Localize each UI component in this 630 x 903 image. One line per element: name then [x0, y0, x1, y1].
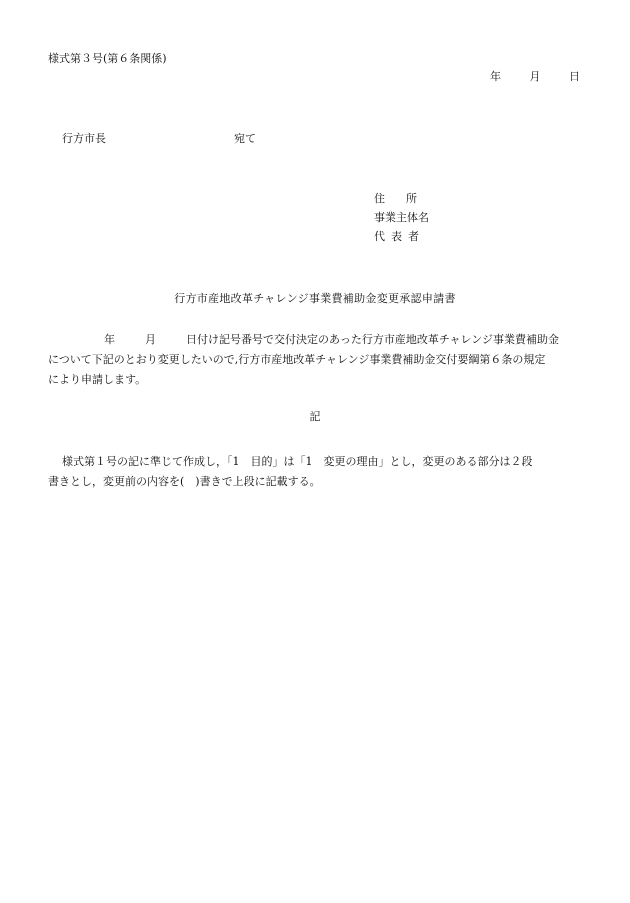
record-line-2: 書きとし，変更前の内容を( )書きで上段に記載する。 [48, 475, 321, 488]
addressee-block [62, 133, 256, 144]
addressee-suffix: 宛て [234, 132, 256, 145]
body-paragraph [48, 330, 584, 390]
date-day-label: 日 [569, 70, 580, 83]
record-line-1: 様式第１号の記に準じて作成し，「1 目的」は「1 変更の理由」とし，変更のある部分は２段 [62, 455, 533, 468]
body-line-3: により申請します。 [48, 373, 147, 386]
applicant-business-name-label: 事業主体名 [374, 211, 429, 224]
date-month-label: 月 [529, 70, 541, 83]
document-title: 行方市産地改革チャレンジ事業費補助金変更承認申請書 [174, 292, 456, 305]
date-line [490, 71, 580, 82]
applicant-representative-label: 代表者 [374, 230, 425, 243]
body-year-label: 年 [104, 333, 115, 346]
applicant-block [374, 193, 436, 250]
record-heading: 記 [309, 410, 321, 423]
applicant-address-row [374, 193, 436, 204]
body-line-1-text: 日付け記号番号で交付決定のあった行方市産地改革チャレンジ事業費補助金 [186, 333, 560, 346]
form-number: 様式第３号(第６条関係) [48, 52, 167, 65]
applicant-address-label: 住所 [374, 192, 438, 205]
record-text [48, 452, 588, 492]
addressee-name: 行方市長 [62, 132, 106, 145]
date-year-label: 年 [490, 70, 501, 83]
applicant-representative-row [374, 231, 436, 242]
body-line-2: について下記のとおり変更したいので,行方市産地改革チャレンジ事業費補助金交付要綱第６条の規定 [48, 353, 546, 366]
body-line-1 [48, 330, 584, 350]
body-month-label: 月 [145, 333, 156, 346]
applicant-business-name-row [374, 212, 436, 223]
